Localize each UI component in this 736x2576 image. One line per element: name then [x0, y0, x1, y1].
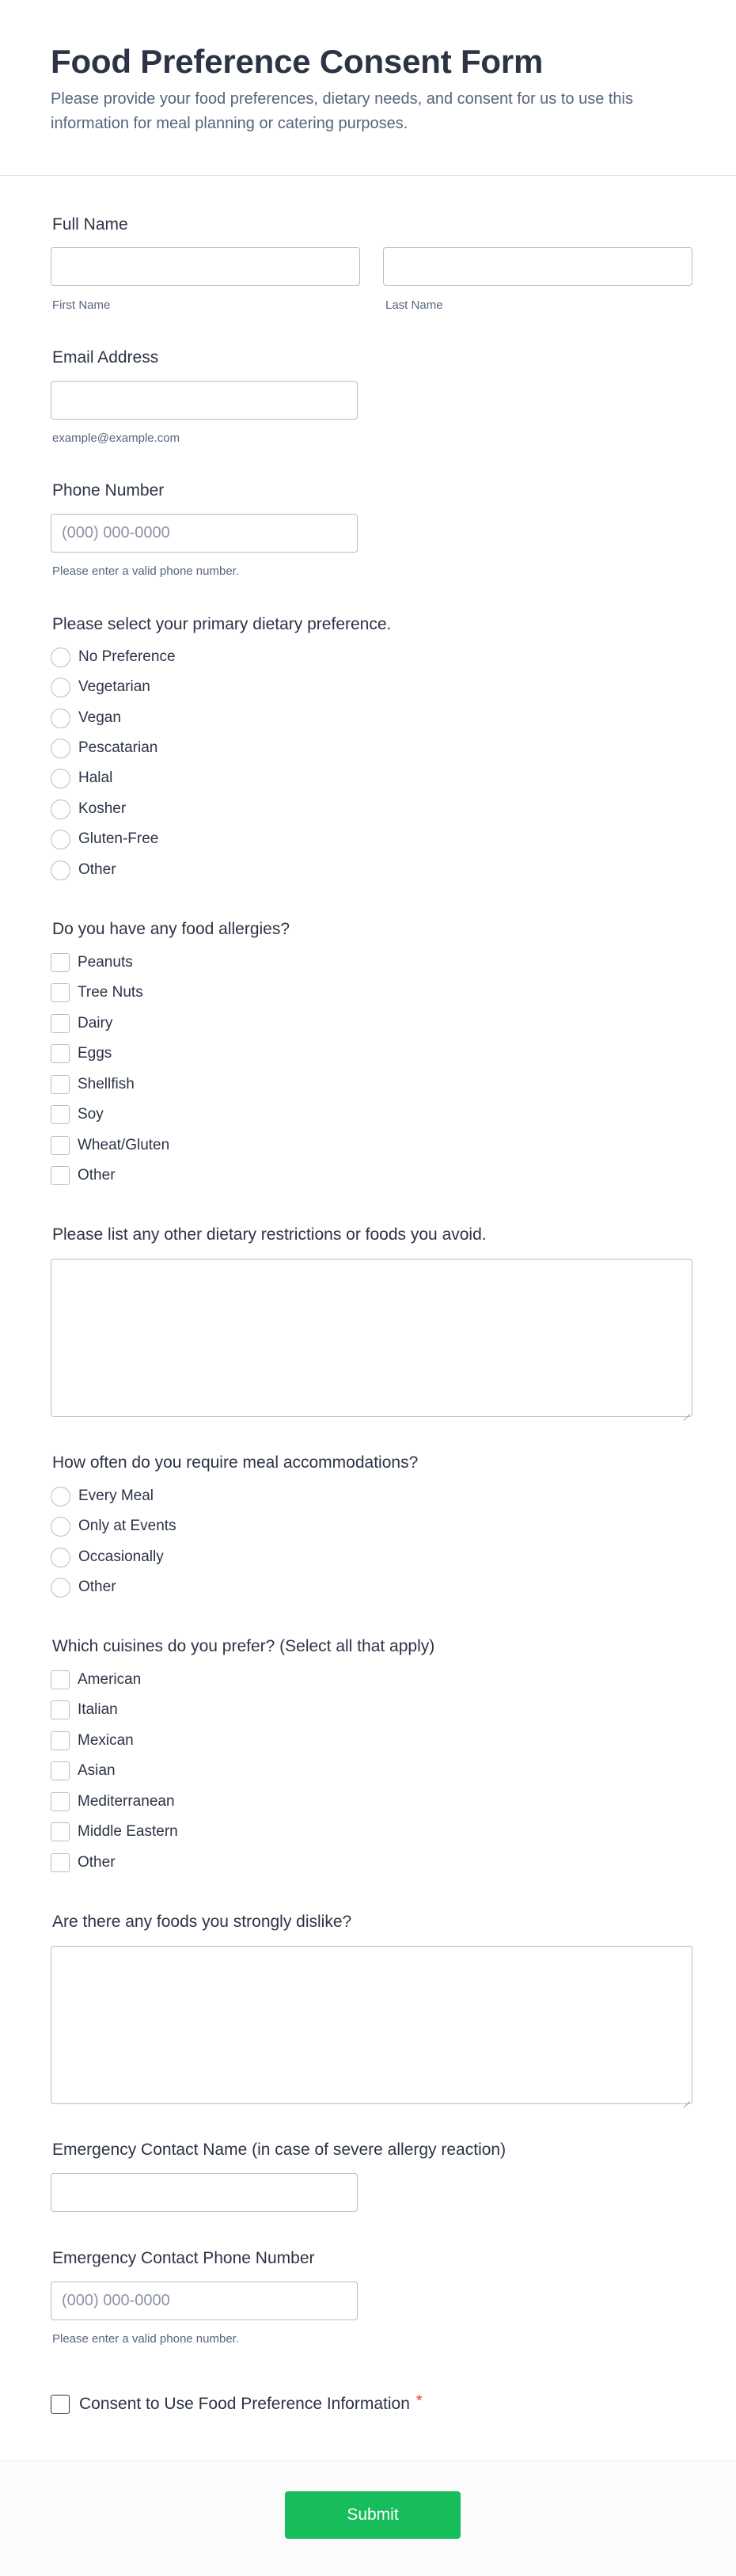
- checkbox[interactable]: [51, 1670, 70, 1689]
- dietary-option[interactable]: [51, 647, 176, 667]
- required-marker: *: [415, 2392, 423, 2410]
- form-footer: [0, 2460, 736, 2576]
- checkbox[interactable]: [51, 1700, 70, 1719]
- phone-sublabel: Please enter a valid phone number.: [52, 564, 239, 578]
- allergy-option[interactable]: [51, 1135, 169, 1156]
- frequency-option[interactable]: [51, 1486, 154, 1506]
- checkbox[interactable]: [51, 1044, 70, 1063]
- option-label: Vegan: [78, 709, 121, 726]
- cuisine-option[interactable]: [51, 1700, 118, 1720]
- radio-button[interactable]: [51, 709, 70, 728]
- checkbox[interactable]: [51, 1136, 70, 1155]
- option-label: Tree Nuts: [78, 984, 143, 1001]
- phone-label: Phone Number: [52, 481, 165, 500]
- allergy-option[interactable]: [51, 982, 143, 1003]
- allergy-option[interactable]: [51, 1013, 112, 1034]
- submit-button[interactable]: Submit: [285, 2491, 461, 2539]
- form-title: Food Preference Consent Form: [51, 43, 544, 80]
- dietary-option[interactable]: [51, 677, 150, 697]
- emergency-name-input[interactable]: [51, 2173, 358, 2212]
- radio-button[interactable]: [51, 769, 70, 788]
- checkbox[interactable]: [51, 1014, 70, 1033]
- resize-handle-icon[interactable]: [683, 2095, 690, 2102]
- resize-handle-icon[interactable]: [683, 1408, 690, 1415]
- option-label: Other: [78, 1167, 116, 1184]
- option-label: Soy: [78, 1106, 104, 1123]
- radio-button[interactable]: [51, 678, 70, 697]
- option-label: Middle Eastern: [78, 1823, 178, 1840]
- dislikes-label: Are there any foods you strongly dislike?: [52, 1913, 352, 1931]
- option-label: No Preference: [78, 648, 176, 665]
- dislikes-textarea[interactable]: [51, 1946, 692, 2104]
- cuisine-option[interactable]: [51, 1852, 116, 1873]
- cuisines-label: Which cuisines do you prefer? (Select all that apply): [52, 1637, 435, 1655]
- checkbox[interactable]: [51, 1792, 70, 1811]
- cuisine-option[interactable]: [51, 1791, 175, 1812]
- option-label: Shellfish: [78, 1076, 135, 1092]
- restrictions-textarea-wrap: [51, 1259, 692, 1417]
- emergency-phone-sublabel: Please enter a valid phone number.: [52, 2332, 239, 2346]
- dietary-option[interactable]: [51, 860, 116, 880]
- radio-button[interactable]: [51, 1487, 70, 1506]
- option-label: American: [78, 1671, 142, 1688]
- radio-button[interactable]: [51, 1548, 70, 1567]
- emergency-name-label: Emergency Contact Name (in case of severe allergy reaction): [52, 2141, 506, 2159]
- consent-row[interactable]: [51, 2393, 423, 2415]
- radio-button[interactable]: [51, 861, 70, 880]
- cuisine-option[interactable]: [51, 1761, 116, 1781]
- checkbox[interactable]: [51, 1853, 70, 1872]
- last-name-input[interactable]: [383, 247, 692, 286]
- allergy-option[interactable]: [51, 1104, 104, 1125]
- allergy-option[interactable]: [51, 1043, 112, 1064]
- emergency-phone-label: Emergency Contact Phone Number: [52, 2249, 315, 2267]
- option-label: Vegetarian: [78, 678, 150, 695]
- option-label: Asian: [78, 1762, 116, 1779]
- checkbox[interactable]: [51, 1731, 70, 1750]
- email-sublabel: example@example.com: [52, 431, 180, 445]
- dietary-option[interactable]: [51, 738, 157, 758]
- option-label: Mediterranean: [78, 1793, 175, 1810]
- option-label: Halal: [78, 769, 113, 786]
- option-label: Gluten-Free: [78, 830, 159, 847]
- checkbox[interactable]: [51, 953, 70, 972]
- consent-checkbox[interactable]: [51, 2395, 70, 2414]
- option-label: Wheat/Gluten: [78, 1137, 170, 1153]
- allergy-option[interactable]: [51, 1074, 135, 1095]
- full-name-label: Full Name: [52, 215, 128, 234]
- checkbox[interactable]: [51, 1166, 70, 1185]
- radio-button[interactable]: [51, 1578, 70, 1598]
- email-input[interactable]: [51, 381, 358, 420]
- frequency-option[interactable]: [51, 1547, 164, 1567]
- allergy-option[interactable]: [51, 952, 133, 973]
- option-label: Mexican: [78, 1732, 134, 1749]
- consent-label: Consent to Use Food Preference Information: [79, 2395, 410, 2413]
- dietary-label: Please select your primary dietary preference.: [52, 615, 392, 633]
- option-label: Pescatarian: [78, 739, 158, 756]
- radio-button[interactable]: [51, 1517, 70, 1537]
- allergies-label: Do you have any food allergies?: [52, 920, 290, 938]
- cuisine-option[interactable]: [51, 1731, 134, 1751]
- dietary-option[interactable]: [51, 829, 158, 849]
- option-label: Occasionally: [78, 1548, 164, 1565]
- radio-button[interactable]: [51, 800, 70, 819]
- emergency-phone-input[interactable]: [51, 2282, 358, 2320]
- restrictions-label: Please list any other dietary restrictions or foods you avoid.: [52, 1225, 487, 1244]
- first-name-input[interactable]: [51, 247, 360, 286]
- frequency-option[interactable]: [51, 1516, 176, 1537]
- restrictions-textarea[interactable]: [51, 1259, 692, 1417]
- option-label: Eggs: [78, 1045, 112, 1062]
- checkbox[interactable]: [51, 1822, 70, 1841]
- checkbox[interactable]: [51, 1761, 70, 1780]
- dislikes-textarea-wrap: [51, 1946, 692, 2104]
- option-label: Peanuts: [78, 954, 133, 971]
- option-label: Only at Events: [78, 1518, 176, 1534]
- dietary-option[interactable]: [51, 768, 112, 788]
- first-name-sublabel: First Name: [52, 298, 111, 312]
- checkbox[interactable]: [51, 1105, 70, 1124]
- phone-input[interactable]: [51, 514, 358, 553]
- dietary-option[interactable]: [51, 799, 126, 819]
- frequency-option[interactable]: [51, 1577, 116, 1598]
- radio-button[interactable]: [51, 830, 70, 849]
- form-header: [0, 0, 736, 176]
- option-label: Other: [78, 1854, 116, 1871]
- checkbox[interactable]: [51, 1075, 70, 1094]
- option-label: Italian: [78, 1701, 118, 1718]
- form-subtitle: Please provide your food preferences, dietary needs, and consent for us to use this information for meal planning or catering purposes.: [51, 90, 633, 132]
- last-name-sublabel: Last Name: [385, 298, 443, 312]
- option-label: Kosher: [78, 800, 127, 817]
- frequency-label: How often do you require meal accommodations?: [52, 1453, 419, 1472]
- radio-button[interactable]: [51, 648, 70, 667]
- radio-button[interactable]: [51, 739, 70, 758]
- option-label: Other: [78, 861, 116, 878]
- checkbox[interactable]: [51, 983, 70, 1002]
- option-label: Other: [78, 1579, 116, 1595]
- allergy-option[interactable]: [51, 1165, 116, 1186]
- email-label: Email Address: [52, 348, 159, 367]
- option-label: Every Meal: [78, 1487, 154, 1504]
- cuisine-option[interactable]: [51, 1670, 141, 1690]
- cuisine-option[interactable]: [51, 1822, 178, 1842]
- dietary-option[interactable]: [51, 708, 121, 728]
- option-label: Dairy: [78, 1015, 113, 1032]
